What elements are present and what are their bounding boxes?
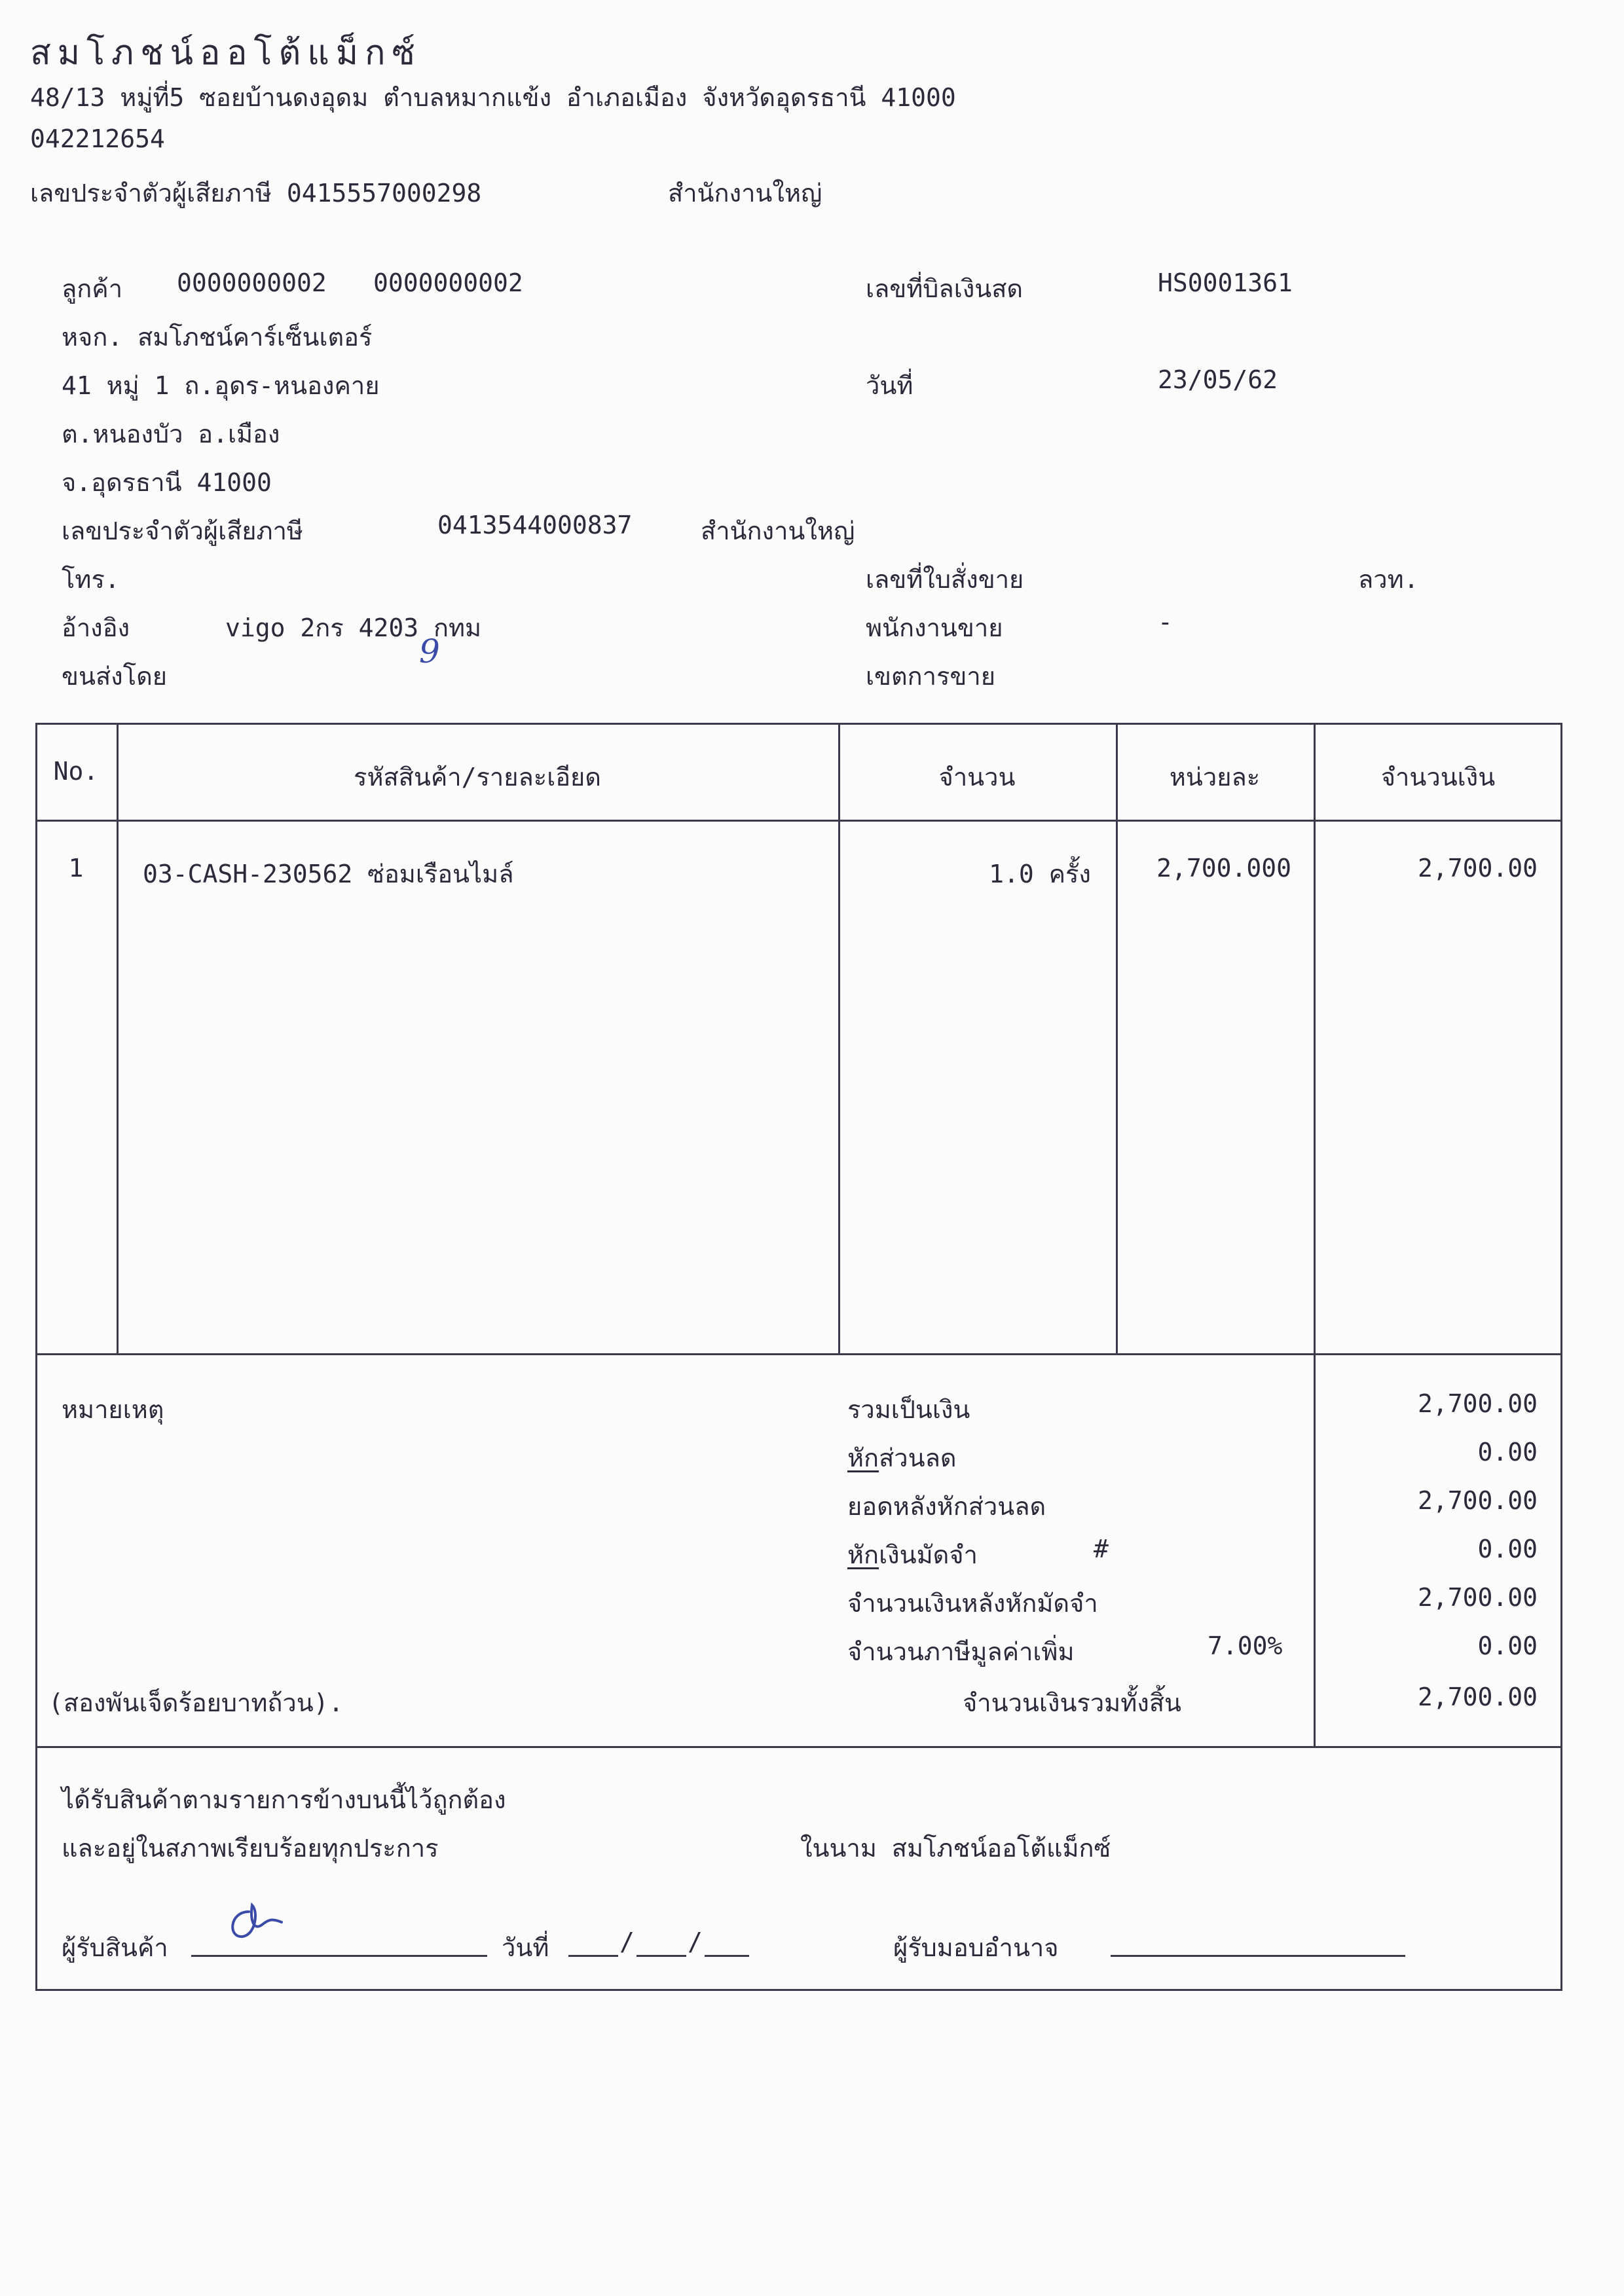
table-col-divider: [838, 723, 840, 1355]
row-description: 03-CASH-230562 ซ่อมเรือนไมล์: [143, 860, 514, 888]
receiver-signature: [223, 1899, 295, 1951]
discount-label-prefix: หัก: [847, 1444, 879, 1472]
deposit-label: [847, 1535, 978, 1575]
table-header-unit-price: หน่วยละ: [1169, 763, 1261, 792]
vat-label: จำนวนภาษีมูลค่าเพิ่ม: [847, 1637, 1075, 1666]
customer-address-1: 41 หมู่ 1 ถ.อุดร-หนองคาย: [62, 371, 380, 400]
subtotal-label: รวมเป็นเงิน: [847, 1395, 970, 1424]
received-statement-1: ได้รับสินค้าตามรายการข้างบนนี้ไว้ถูกต้อง: [62, 1785, 506, 1814]
sales-order-suffix: ลวท.: [1358, 565, 1419, 594]
salesperson-label: พนักงานขาย: [866, 613, 1003, 642]
table-header-amount: จำนวนเงิน: [1380, 763, 1496, 792]
subtotal-value: 2,700.00: [1417, 1389, 1538, 1418]
row-unit-price: 2,700.000: [1156, 854, 1291, 883]
after-discount-value: 2,700.00: [1417, 1486, 1538, 1515]
customer-label: ลูกค้า: [62, 274, 123, 303]
receive-date-month-blank: [637, 1931, 686, 1957]
shipping-label: ขนส่งโดย: [62, 662, 168, 691]
receive-date-slash: /: [688, 1927, 703, 1956]
grand-total-value: 2,700.00: [1417, 1683, 1538, 1711]
table-header-divider: [35, 820, 1562, 822]
table-col-divider: [117, 723, 119, 1355]
reference-label: อ้างอิง: [62, 613, 130, 642]
receive-date-year-blank: [705, 1931, 749, 1957]
discount-value: 0.00: [1477, 1438, 1538, 1467]
reference-handwritten: 9: [419, 632, 440, 670]
row-no: 1: [68, 854, 84, 883]
company-address: 48/13 หมู่ที่5 ซอยบ้านดงอุดม ตำบลหมากแข้ง อำเภอเมือง จังหวัดอุดรธานี 41000: [30, 83, 956, 112]
reference-value: vigo 2กร 4203 กทม: [225, 613, 482, 642]
authorized-signature-line: [1111, 1931, 1405, 1957]
table-header-quantity: จำนวน: [938, 763, 1016, 792]
deposit-number-sign: #: [1094, 1535, 1109, 1563]
customer-address-3: จ.อุดรธานี 41000: [62, 468, 272, 497]
item-table: [35, 723, 1562, 1355]
authorized-label: ผู้รับมอบอำนาจ: [893, 1933, 1059, 1962]
vat-rate: 7.00%: [1208, 1631, 1283, 1660]
discount-label: [847, 1438, 957, 1478]
table-header-description: รหัสสินค้า/รายละเอียด: [354, 763, 601, 792]
grand-total-label: จำนวนเงินรวมทั้งสิ้น: [963, 1688, 1181, 1717]
receive-date-day-blank: [568, 1931, 618, 1957]
deposit-label-prefix: หัก: [847, 1540, 879, 1569]
vat-value: 0.00: [1477, 1631, 1538, 1660]
receiver-label: ผู้รับสินค้า: [62, 1933, 168, 1962]
table-col-divider: [1314, 723, 1316, 1355]
received-statement-2: และอยู่ในสภาพเรียบร้อยทุกประการ: [62, 1834, 439, 1863]
on-behalf-of: ในนาม สมโภชน์ออโต้แม็กซ์: [800, 1834, 1111, 1863]
customer-address-2: ต.หนองบัว อ.เมือง: [62, 420, 280, 448]
deposit-value: 0.00: [1477, 1535, 1538, 1563]
discount-label-text: ส่วนลด: [879, 1444, 957, 1472]
deposit-label-text: เงินมัดจำ: [879, 1540, 978, 1569]
row-amount: 2,700.00: [1417, 854, 1538, 883]
after-deposit-label: จำนวนเงินหลังหักมัดจำ: [847, 1589, 1098, 1618]
company-branch: สำนักงานใหญ่: [668, 179, 822, 208]
customer-tax-id: 0413544000837: [437, 511, 633, 539]
company-phone: 042212654: [30, 124, 165, 153]
date-label: วันที่: [866, 371, 913, 400]
customer-code-1: 0000000002: [177, 268, 327, 297]
after-deposit-value: 2,700.00: [1417, 1583, 1538, 1612]
sales-zone-label: เขตการขาย: [866, 662, 995, 691]
receive-date-label: วันที่: [502, 1933, 549, 1962]
customer-name: หจก. สมโภชน์คาร์เซ็นเตอร์: [62, 323, 373, 352]
customer-branch: สำนักงานใหญ่: [701, 517, 855, 545]
after-discount-label: ยอดหลังหักส่วนลด: [847, 1492, 1046, 1521]
customer-code-2: 0000000002: [373, 268, 523, 297]
customer-phone-label: โทร.: [62, 565, 120, 594]
table-header-no: No.: [53, 757, 99, 786]
amount-in-words: (สองพันเจ็ดร้อยบาทถ้วน).: [48, 1688, 344, 1717]
company-name: สมโภชน์ออโต้แม็กซ์: [30, 33, 422, 73]
bill-no-label: เลขที่บิลเงินสด: [866, 274, 1024, 303]
company-tax-id: เลขประจำตัวผู้เสียภาษี 0415557000298: [30, 179, 482, 208]
table-col-divider: [1116, 723, 1118, 1355]
date-value: 23/05/62: [1158, 365, 1278, 394]
sales-order-label: เลขที่ใบสั่งขาย: [866, 565, 1024, 594]
salesperson-value: -: [1158, 608, 1173, 636]
bill-no: HS0001361: [1158, 268, 1293, 297]
row-quantity: 1.0 ครั้ง: [989, 860, 1091, 888]
receive-date-slash: /: [619, 1927, 635, 1956]
customer-tax-label: เลขประจำตัวผู้เสียภาษี: [62, 517, 303, 545]
remark-label: หมายเหตุ: [62, 1395, 164, 1424]
